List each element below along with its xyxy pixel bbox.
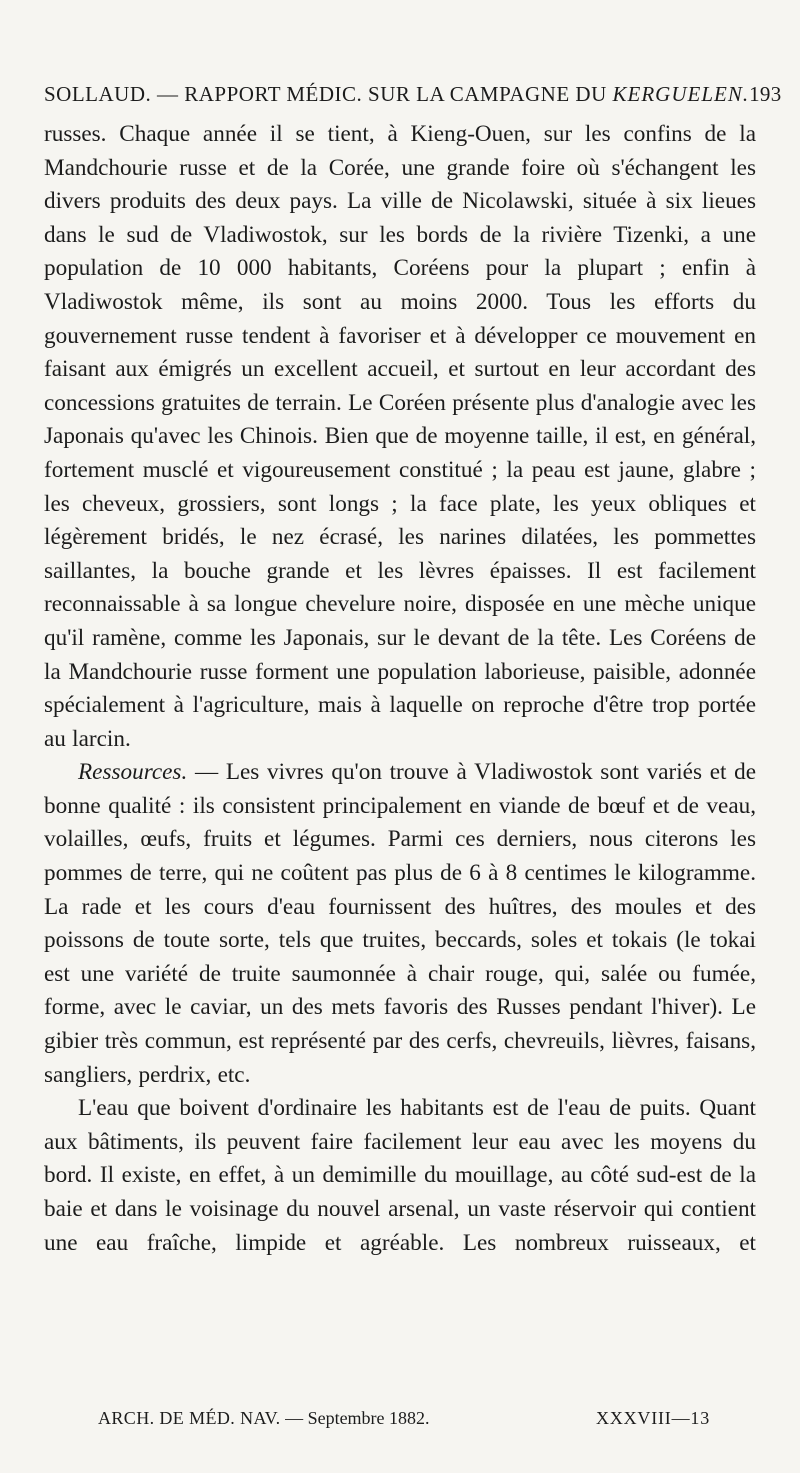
journal-name: ARCH. DE MÉD. NAV. — [98, 1408, 281, 1428]
section-dash: — — [187, 759, 226, 786]
body-text — [44, 118, 756, 1260]
issue-date: — Septembre 1882. — [280, 1408, 430, 1428]
footer-journal — [98, 1408, 430, 1429]
page-footer — [98, 1408, 710, 1429]
running-header — [44, 82, 782, 116]
page — [44, 82, 782, 1260]
running-head — [44, 82, 749, 107]
paragraph-2-text: Les vivres qu'on trouve à Vladiwostok sont variés et de bonne qualité : ils consistent principalement en viande de bœuf et de veau, volailles, œufs, fruits et légumes. Parmi ces derniers, nous citerons les pommes de terre, qui ne coûtent pas plus de 6 à 8 centimes le kilogramme. La rade et les cours d'eau fournissent des huîtres, des moules et des poissons de toute sorte, tels que truites, beccards, soles et tokais (le tokai est une variété de truite saumonnée à chair rouge, qui, salée ou fumée, forme, avec le caviar, un des mets favoris des Russes pendant l'hiver). Le gibier très commun, est représenté par des cerfs, chevreuils, lièvres, faisans, sangliers, perdrix, etc. — [44, 759, 756, 1088]
paragraph-3: L'eau que boivent d'ordinaire les habitants est de l'eau de puits. Quant aux bâtiments, ils peuvent faire facilement leur eau avec les moyens du bord. Il existe, en effet, à un demimille du mouillage, au côté sud-est de la baie et dans le voisinage du nouvel arsenal, un vaste réservoir qui contient une eau fraîche, limpide et agréable. Les nombreux ruisseaux, et — [44, 1095, 756, 1256]
ship-name: KERGUELEN. — [612, 82, 750, 106]
section-heading-ressources: Ressources. — [78, 759, 188, 786]
signature-mark: XXXVIII—13 — [596, 1408, 710, 1428]
page-number: 193 — [749, 82, 782, 106]
paragraph-1: russes. Chaque année il se tient, à Kieng-Ouen, sur les confins de la Mandchourie russe et de la Corée, une grande foire où s'échangent les divers produits des deux pays. La ville de Nicolawski, située à six lieues dans le sud de Vladiwostok, sur les bords de la rivière Tizenki, a une population de 10 000 habitants, Coréens pour la plupart ; enfin à Vladiwostok même, ils sont au moins 2000. Tous les efforts du gouvernement russe tendent à favoriser et à développer ce mouvement en faisant aux émigrés un excellent accueil, et surtout en leur accordant des concessions gratuites de terrain. Le Coréen présente plus d'analogie avec les Japonais qu'avec les Chinois. Bien que de moyenne taille, il est, en général, fortement musclé et vigoureusement constitué ; la peau est jaune, glabre ; les cheveux, grossiers, sont longs ; la face plate, les yeux obliques et légèrement bridés, le nez écrasé, les narines dilatées, les pommettes saillantes, la bouche grande et les lèvres épaisses. Il est facilement reconnaissable à sa longue chevelure noire, disposée en une mèche unique qu'il ramène, comme les Japonais, sur le devant de la tête. Les Coréens de la Mandchourie russe forment une population laborieuse, paisible, adonnée spécialement à l'agriculture, mais à laquelle on reproche d'être trop portée au larcin. — [44, 121, 756, 752]
paragraph-2 — [44, 756, 756, 1092]
running-head-text: SOLLAUD. — RAPPORT MÉDIC. SUR LA CAMPAGNE DU — [44, 82, 613, 106]
